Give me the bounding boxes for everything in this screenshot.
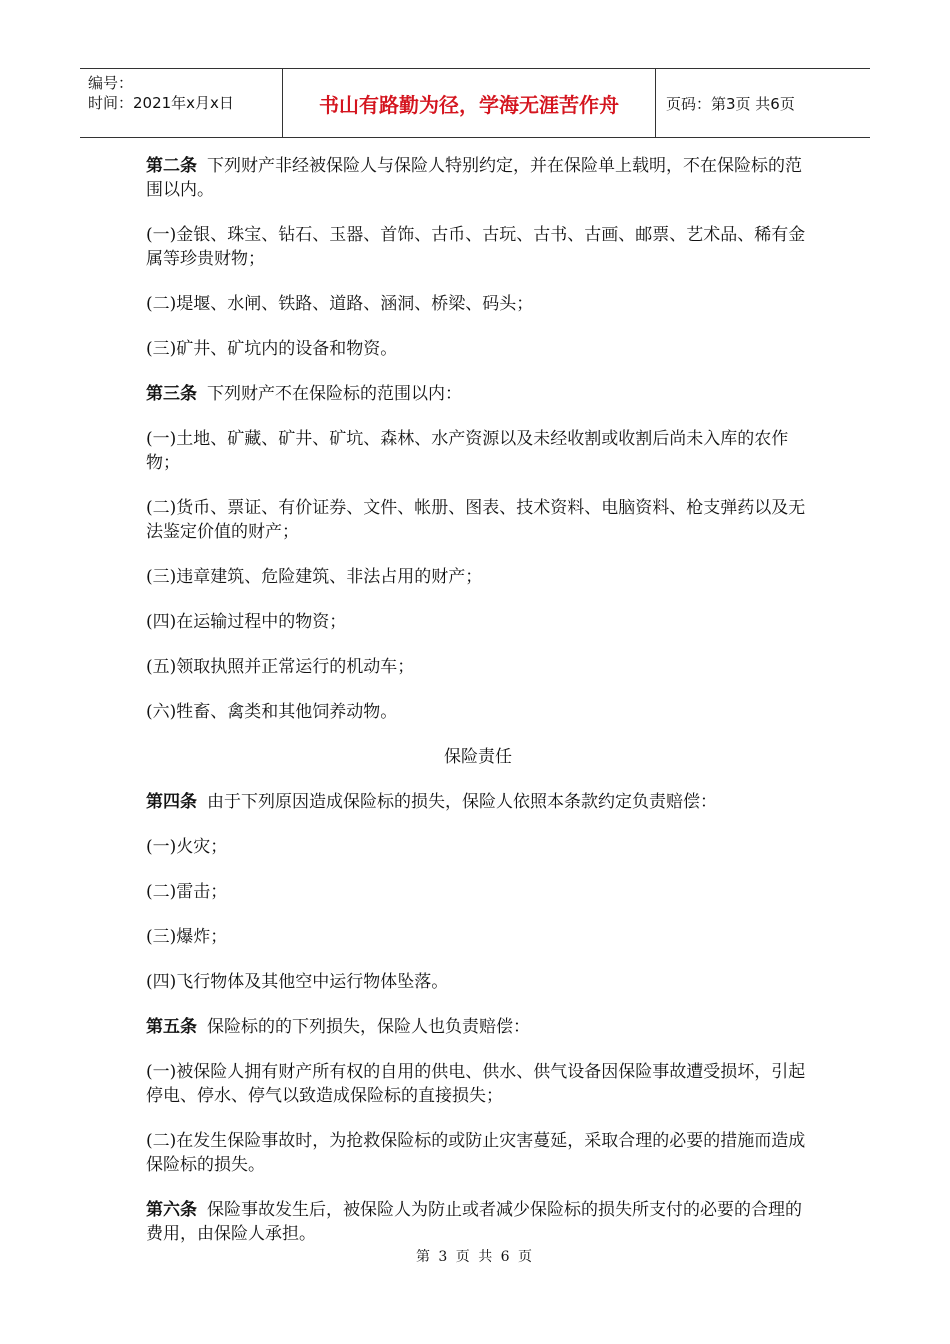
- clause-paragraph: [146, 1060, 810, 1108]
- section-title: 保险责任: [444, 747, 512, 767]
- clause-paragraph: [146, 1129, 810, 1177]
- clause-paragraph: [146, 925, 810, 949]
- clause-text: 下列财产非经被保险人与保险人特别约定，并在保险单上载明，不在保险标的范围以内。: [146, 156, 802, 200]
- clause-paragraph: [146, 154, 810, 202]
- article-number: 第六条: [146, 1200, 197, 1220]
- clause-paragraph: [146, 700, 810, 724]
- article-number: 第五条: [146, 1017, 197, 1037]
- page-info: 页码：第3页 共6页: [666, 94, 795, 113]
- clause-paragraph: [146, 790, 810, 814]
- clause-paragraph: [146, 292, 810, 316]
- clause-text: (一)被保险人拥有财产所有权的自用的供电、供水、供气设备因保险事故遭受损坏，引起停电、停水、停气以致造成保险标的直接损失；: [146, 1062, 806, 1106]
- clause-paragraph: [146, 1015, 810, 1039]
- clause-text: 由于下列原因造成保险标的损失，保险人依照本条款约定负责赔偿：: [207, 792, 717, 812]
- clause-text: (二)雷击；: [146, 882, 228, 902]
- clause-text: (二)货币、票证、有价证券、文件、帐册、图表、技术资料、电脑资料、枪支弹药以及无法鉴定价值的财产；: [146, 498, 806, 542]
- clause-paragraph: [146, 382, 810, 406]
- clause-text: (二)在发生保险事故时，为抢救保险标的或防止灾害蔓延，采取合理的必要的措施而造成保险标的损失。: [146, 1131, 806, 1175]
- clause-text: (一)金银、珠宝、钻石、玉器、首饰、古币、古玩、古书、古画、邮票、艺术品、稀有金属等珍贵财物；: [146, 225, 806, 269]
- date-label: 时间：2021年x月x日: [88, 94, 234, 112]
- article-number: 第二条: [146, 156, 197, 176]
- clause-text: (六)牲畜、禽类和其他饲养动物。: [146, 702, 398, 722]
- clause-text: 下列财产不在保险标的范围以内：: [207, 384, 462, 404]
- number-label: 编号：: [88, 74, 134, 92]
- clause-paragraph: [146, 427, 810, 475]
- clause-paragraph: [146, 337, 810, 361]
- clause-paragraph: [146, 223, 810, 271]
- clause-text: (三)爆炸；: [146, 927, 228, 947]
- clauses-block-1: [146, 154, 810, 724]
- clause-paragraph: [146, 565, 810, 589]
- clause-text: (一)土地、矿藏、矿井、矿坑、森林、水产资源以及未经收割或收割后尚未入库的农作物；: [146, 429, 789, 473]
- clause-text: (四)飞行物体及其他空中运行物体坠落。: [146, 972, 449, 992]
- article-number: 第四条: [146, 792, 197, 812]
- clause-text: 保险事故发生后，被保险人为防止或者减少保险标的损失所支付的必要的合理的费用，由保险人承担。: [146, 1200, 802, 1244]
- header-meta: [80, 69, 282, 137]
- clause-paragraph: [146, 655, 810, 679]
- clause-paragraph: [146, 1198, 810, 1246]
- clause-text: (二)堤堰、水闸、铁路、道路、涵洞、桥梁、码头；: [146, 294, 534, 314]
- motto: 书山有路勤为径，学海无涯苦作舟: [282, 69, 656, 137]
- clause-paragraph: [146, 610, 810, 634]
- clauses-block-2: [146, 790, 810, 1246]
- clause-text: 保险标的的下列损失，保险人也负责赔偿：: [207, 1017, 530, 1037]
- clause-text: (五)领取执照并正常运行的机动车；: [146, 657, 415, 677]
- clause-paragraph: [146, 970, 810, 994]
- document-body: [146, 154, 810, 1267]
- clause-paragraph: [146, 835, 810, 859]
- clause-text: (三)矿井、矿坑内的设备和物资。: [146, 339, 398, 359]
- clause-text: (四)在运输过程中的物资；: [146, 612, 347, 632]
- document-header: [80, 68, 870, 138]
- article-number: 第三条: [146, 384, 197, 404]
- page-footer: 第 3 页 共 6 页: [415, 1249, 535, 1265]
- clause-text: (一)火灾；: [146, 837, 228, 857]
- clause-paragraph: [146, 880, 810, 904]
- clause-paragraph: [146, 496, 810, 544]
- clause-text: (三)违章建筑、危险建筑、非法占用的财产；: [146, 567, 483, 587]
